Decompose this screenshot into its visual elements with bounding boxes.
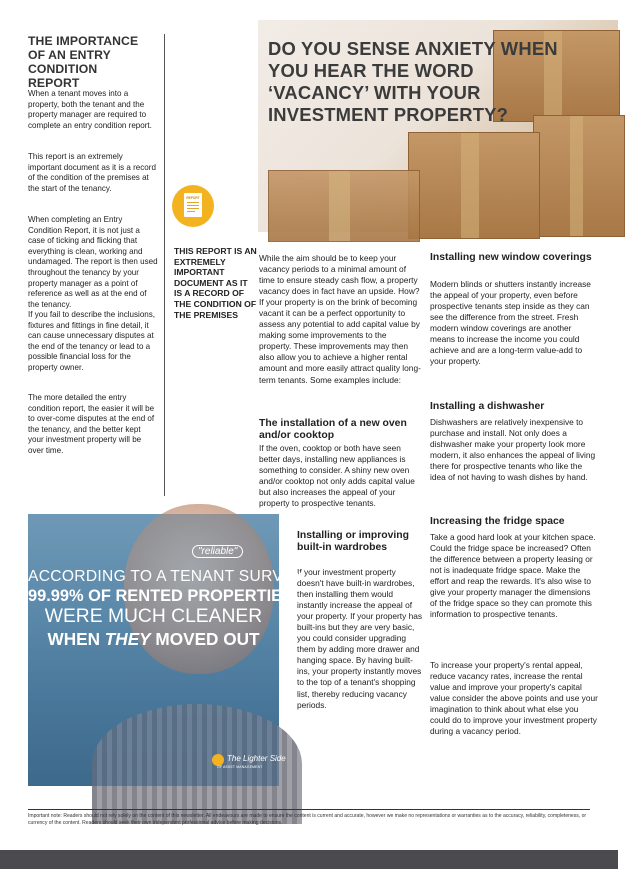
promo-banner: "reliable" ACCORDING TO A TENANT SURVEY 99.99% OF RENTED PROPERTIES WERE MUCH CLEANER WHEN THEY MOVED OUT The Lighter Side OF ASSET MANAGEMENT xyxy=(28,514,279,786)
section-body: If your investment property doesn't have built-in wardrobes, then installing them would instantly increase the appeal of your property. If your property has built-ins but they are very basic, you could consider upgrading them by adding more drawer and hanging space. By having built-ins, your property instantly moves to the top of a tenant's shopping list, thereby reducing vacancy periods. xyxy=(297,567,423,710)
pull-quote: THIS REPORT IS AN EXTREMELY IMPORTANT DOCUMENT AS IT IS A RECORD OF THE CONDITION OF THE PREMISES xyxy=(174,246,257,320)
sidebar-paragraph: The more detailed the entry condition report, the easier it will be to over-come disputes at the end of the tenancy, and the better kept your investment property will be over time. xyxy=(28,393,155,455)
section-body: Take a good hard look at your kitchen space. Could the fridge space be increased? Often the difference between a property leasing or not is inadequate fridge space. Make the effort and reap the rewards. It's also wise to give your property manager the dimensions of the fridge space so they can promote this information to prospective tenants. xyxy=(430,532,596,620)
reliable-tag: "reliable" xyxy=(192,545,243,558)
sidebar-paragraph: When completing an Entry Condition Report, it is not just a case of ticking and flicking that everything is clean, working and undamaged. The report is then used throughout the tenancy by your property manager as a point of reference as well as at the end of the tenancy. xyxy=(28,215,158,309)
sidebar-paragraph: This report is an extremely important document as it is a record of the condition of the premises at the start of the tenancy. xyxy=(28,152,156,193)
section-heading: The installation of a new oven and/or cooktop xyxy=(259,418,407,441)
section-heading: Installing a dishwasher xyxy=(430,401,545,412)
section-heading: Installing new window coverings xyxy=(430,252,592,263)
article-intro: While the aim should be to keep your vacancy periods to a minimal amount of time to ensure steady cash flow, a property vacancy does in fact have an upside. How? If your property is on the brink of becoming vacant it can be a perfect opportunity to assess any potential to add capital value by making some improvements to the property. These improvements may then also allow you to achieve a higher rental amount and more easily attract quality long-term tenants. Some examples include: xyxy=(259,253,421,385)
promo-line: ACCORDING TO A TENANT SURVEY xyxy=(28,568,305,585)
promo-line: 99.99% OF RENTED PROPERTIES xyxy=(28,587,294,605)
section-body: Modern blinds or shutters instantly increase the appeal of your property, even before prospective tenants step inside as they can see the difference from the street. Fresh modern window coverings are another means to increase the income you could achieve and are a long-term value-add to your property. xyxy=(430,279,591,367)
footer-disclaimer: Important note: Readers should not rely solely on the content of this newsletter. All endeavours are made to ensure the content is current and accurate, however we make no representations or warranties as to the accuracy, reliability, completeness, or currency of the content. Readers should seek their own independent professional advice before making decisions. xyxy=(28,813,587,826)
sidebar-paragraph: If you fail to describe the inclusions, fixtures and fittings in fine detail, it can cause unnecessary disputes at the end of the tenancy or lead to a possible financial loss for the property owner. xyxy=(28,310,156,372)
report-icon xyxy=(172,185,214,227)
hero-title: DO YOU SENSE ANXIETY WHEN YOU HEAR THE WORD ‘VACANCY’ WITH YOUR INVESTMENT PROPERTY? xyxy=(268,38,558,125)
section-body: If the oven, cooktop or both have seen better days, installing new appliances is something to consider. A shiny new oven and/or cooktop not only adds capital value but also increases the appeal of your property to prospective tenants. xyxy=(259,443,415,509)
promo-line: WHEN THEY MOVED OUT xyxy=(47,629,260,649)
promo-line: WERE MUCH CLEANER xyxy=(44,606,263,627)
section-heading: Installing or improving built-in wardrobes xyxy=(297,530,409,553)
column-divider xyxy=(164,34,165,496)
report-icon-label: REPORT xyxy=(186,196,200,200)
section-body: Dishwashers are relatively inexpensive to purchase and install. Not only does a dishwasher make your property look more modern, it also enhances the appeal of living there for prospective tenants who like the idea of not having to wash dishes by hand. xyxy=(430,417,596,483)
footer-divider xyxy=(28,809,590,810)
sidebar-paragraph: When a tenant moves into a property, both the tenant and the property manager are required to complete an entry condition report. xyxy=(28,89,152,130)
sidebar-title: THE IMPORTANCE OF AN ENTRY CONDITION REPORT xyxy=(28,34,139,90)
section-heading: Increasing the fridge space xyxy=(430,516,565,527)
closing-paragraph: To increase your property's rental appeal, reduce vacancy rates, increase the rental value and improve your property's capital value consider the above points and use your imagination to think about what else you could do to improve your investment property during a vacancy period. xyxy=(430,660,598,737)
footer-bar xyxy=(0,850,618,869)
